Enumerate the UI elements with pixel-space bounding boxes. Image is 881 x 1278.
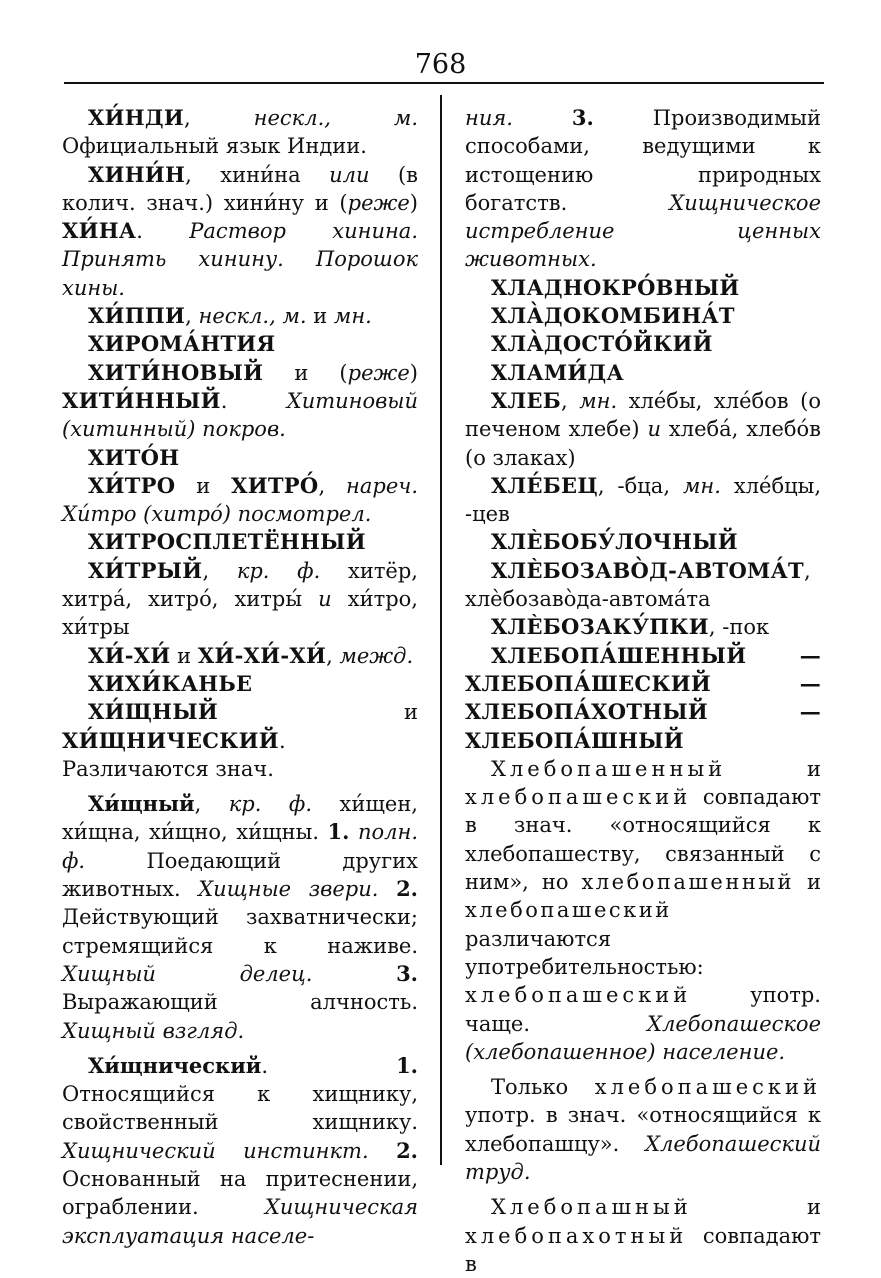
italic-text: полн. ф. (62, 820, 418, 873)
italic-text: мн. (579, 388, 618, 413)
entry-text: и ( (263, 360, 348, 385)
entry-text: хле́бцы, -цев (465, 473, 822, 527)
dictionary-entry (62, 642, 418, 670)
italic-text: или (329, 162, 370, 187)
dictionary-entry (465, 1193, 821, 1278)
italic-text: Хищный взгляд. (62, 1018, 245, 1043)
entry-text: , -пок (708, 615, 770, 640)
entry-text: , (202, 558, 237, 583)
headword: ХЛЕБОПА́ШЕННЫЙ — ХЛЕБОПА́ШЕСКИЙ — ХЛЕБОПА́ХОТНЫЙ — ХЛЕБОПА́ШНЫЙ (465, 642, 821, 753)
entry-text: . (261, 1053, 397, 1078)
dictionary-entry (465, 472, 821, 529)
entry-text: хлеба́, хлебо́в (о злаках) (465, 417, 821, 470)
headword: ХИТРОСПЛЕТЁННЫЙ (88, 529, 366, 555)
dictionary-entry (62, 528, 418, 556)
dictionary-entry (62, 161, 418, 302)
dictionary-entry (465, 387, 821, 472)
headword: ХЛА̀ДОСТО́ЙКИЙ (491, 331, 713, 357)
italic-text: кр. ф. (228, 792, 313, 817)
italic-text: и (647, 417, 661, 442)
entry-text: и (726, 756, 821, 781)
headword: ХИТИ́ННЫЙ (62, 387, 221, 413)
entry-text: хи́щен, хи́щна, хи́щно, хи́щны. (62, 792, 418, 845)
dictionary-entry (62, 670, 418, 698)
italic-text: Хлебопашеское (хлебопашенное) население. (465, 1011, 821, 1064)
left-column (62, 104, 418, 1250)
headword: ХЛАДНОКРО́ВНЫЙ (491, 274, 740, 300)
entry-text: , -бца, (597, 473, 683, 498)
italic-text: Хищническая эксплуатация населе- (62, 1195, 418, 1248)
entry-text (378, 877, 396, 901)
entry-text: совпадают в (465, 1223, 821, 1276)
entry-text: употр. в знач. «относящийся к хлебопашцу». (465, 1103, 821, 1156)
italic-text: мн. (333, 304, 372, 329)
headword: ХИ́-ХИ́-ХИ́ (197, 642, 327, 668)
dictionary-entry (465, 613, 821, 641)
entry-text: хи́тро, хи́тры (62, 587, 418, 640)
headword: ХИ́ППИ (88, 303, 186, 329)
dictionary-entry (62, 330, 418, 358)
dictionary-entry (62, 472, 418, 529)
dictionary-entry (62, 1052, 418, 1250)
headword: ХЛАМИ́ДА (491, 359, 624, 385)
dictionary-entry (62, 444, 418, 472)
entry-text: ) (409, 360, 418, 385)
entry-text (349, 820, 358, 844)
dictionary-entry (62, 359, 418, 444)
entry-text: 1. (327, 819, 350, 845)
entry-text: , (184, 106, 254, 130)
dictionary-entry (465, 557, 821, 614)
italic-text: нескл., м. (253, 106, 418, 130)
dictionary-entry (465, 528, 821, 556)
italic-text: Хлебопашеский труд. (465, 1131, 821, 1184)
right-column (465, 104, 821, 1278)
italic-text: мн. (682, 473, 721, 498)
italic-text: Хищный делец. (62, 961, 313, 986)
entry-text: и (170, 643, 198, 668)
entry-text: и (175, 473, 232, 498)
dictionary-entry (465, 1073, 821, 1186)
italic-text: Хищные звери. (198, 877, 379, 902)
entry-text: , (326, 643, 340, 668)
dictionary-entry (62, 698, 418, 783)
entry-text: Только (491, 1075, 595, 1100)
dictionary-entry (62, 790, 418, 1045)
entry-text: , (318, 473, 347, 498)
headword: ХЛЀБОЗАВО̀Д-АВТОМА́Т (491, 557, 804, 583)
entry-text: Выражающий алчность. (62, 990, 418, 1015)
headword: ХИ́НДИ (88, 105, 184, 130)
headword: ХИ́НА (62, 218, 137, 244)
headword: ХЛЀБОЗАКУ́ПКИ (491, 614, 709, 640)
entry-text: хле́бы, хле́бов (о печеном хлебе) (465, 388, 821, 442)
entry-text: Относящийся к хищнику, свойственный хищнику. (62, 1082, 418, 1135)
column-divider (440, 95, 442, 1165)
headword: ХИНИ́Н (88, 161, 186, 187)
dictionary-entry (465, 330, 821, 358)
entry-text: 1. (396, 1052, 418, 1078)
entry-text: Хлебопашный (491, 1195, 692, 1220)
entry-text: . Различаются знач. (62, 728, 286, 781)
entry-text (312, 962, 396, 986)
entry-text: различаются употребительностью: (465, 926, 704, 979)
entry-text: . (220, 388, 287, 413)
entry-text (513, 106, 572, 130)
entry-text: и (691, 1195, 821, 1220)
italic-text: ния. (465, 106, 513, 130)
entry-text: употр. чаще. (465, 983, 821, 1036)
dictionary-entry (465, 642, 821, 755)
italic-text: нареч. Хи́тро (хитро́) посмотрел. (62, 473, 418, 527)
entry-text: хлебопахотный (465, 1223, 688, 1248)
headword: ХИРОМА́НТИЯ (88, 331, 276, 357)
entry-text: Основанный на притеснении, ограблении. (62, 1166, 418, 1220)
headword: ХИТРО́ (231, 472, 319, 498)
entry-text: 3. (396, 960, 418, 986)
entry-text: хлебопашенный (581, 870, 795, 895)
dictionary-entry (62, 104, 418, 161)
dictionary-entry (465, 104, 821, 274)
headword: ХИ́-ХИ́ (88, 642, 171, 668)
entry-text: (в колич. знач.) хини́ну и ( (62, 162, 418, 215)
italic-text: межд. (339, 643, 414, 668)
headword: ХИТО́Н (88, 444, 180, 470)
italic-text: Хищнический инстинкт. (62, 1138, 369, 1163)
entry-text: хлебопашеский (465, 785, 692, 810)
italic-text: кр. ф. (236, 558, 321, 583)
italic-text: нескл., м. (198, 304, 307, 329)
entry-text: , (185, 304, 199, 329)
headword: ХИ́ТРЫЙ (88, 557, 203, 583)
dictionary-entry (465, 359, 821, 387)
italic-text: Раствор хинина. Принять хинину. Порошок хины. (62, 219, 418, 300)
entry-text: совпадают в знач. «относящийся к хлебопашеству, связанный с ним», но (465, 785, 821, 895)
entry-text: Производимый способами, ведущими к истощению природных богатств. (465, 106, 821, 215)
entry-text: хлебопашеский (594, 1075, 821, 1100)
entry-text: хитёр, хитра́, хитро́, хитры́ (62, 558, 418, 612)
entry-text: Хи́щный (88, 791, 195, 817)
entry-text: Хи́щнический (88, 1052, 262, 1078)
entry-text: , (561, 388, 580, 413)
page-number: 768 (414, 49, 467, 80)
italic-text: Хищническое истребление ценных животных. (465, 190, 821, 272)
dictionary-entry (62, 557, 418, 642)
entry-text (369, 1139, 396, 1163)
entry-text: 2. (396, 1137, 418, 1163)
header-rule (64, 82, 824, 84)
dictionary-entry (62, 302, 418, 330)
entry-text: и (218, 700, 418, 725)
dictionary-entry (465, 755, 821, 1066)
entry-text: хлебопашеский (465, 898, 672, 923)
italic-text: и (318, 587, 332, 612)
entry-text: и (306, 304, 334, 329)
headword: ХЛА̀ДОКОМБИНА́Т (491, 303, 735, 329)
italic-text: реже (347, 360, 410, 385)
headword: ХИ́ЩНИЧЕСКИЙ (62, 727, 279, 753)
italic-text: Хитиновый (хитинный) покров. (62, 388, 418, 442)
headword: ХЛЕБ (491, 387, 562, 413)
headword: ХИТИ́НОВЫЙ (88, 359, 264, 385)
dictionary-entry (465, 302, 821, 330)
entry-text: , (194, 792, 229, 817)
entry-text: , хини́на (185, 162, 330, 187)
entry-text: и (794, 870, 822, 895)
headword: ХИХИ́КАНЬЕ (88, 670, 253, 696)
entry-text: Действующий захватнически; стремящийся к наживе. (62, 905, 418, 958)
headword: ХЛЕ́БЕЦ (491, 472, 598, 498)
entry-text: 3. (571, 105, 594, 130)
entry-text: Хлебопашенный (491, 756, 727, 781)
entry-text: Поедающий других животных. (62, 848, 418, 902)
entry-text: 2. (396, 876, 418, 902)
entry-text: , хлѐбозаво̀да-автома́та (465, 558, 811, 612)
headword: ХИ́ТРО (88, 472, 176, 498)
italic-text: реже (347, 190, 410, 215)
entry-text: . (136, 219, 190, 244)
entry-text: ) (409, 190, 418, 215)
headword: ХЛЀБОБУ́ЛОЧНЫЙ (491, 529, 738, 555)
entry-text: Официальный язык Индии. (62, 134, 367, 159)
dictionary-entry (465, 274, 821, 302)
entry-text: хлебопашеский (465, 983, 692, 1008)
headword: ХИ́ЩНЫЙ (88, 699, 219, 725)
